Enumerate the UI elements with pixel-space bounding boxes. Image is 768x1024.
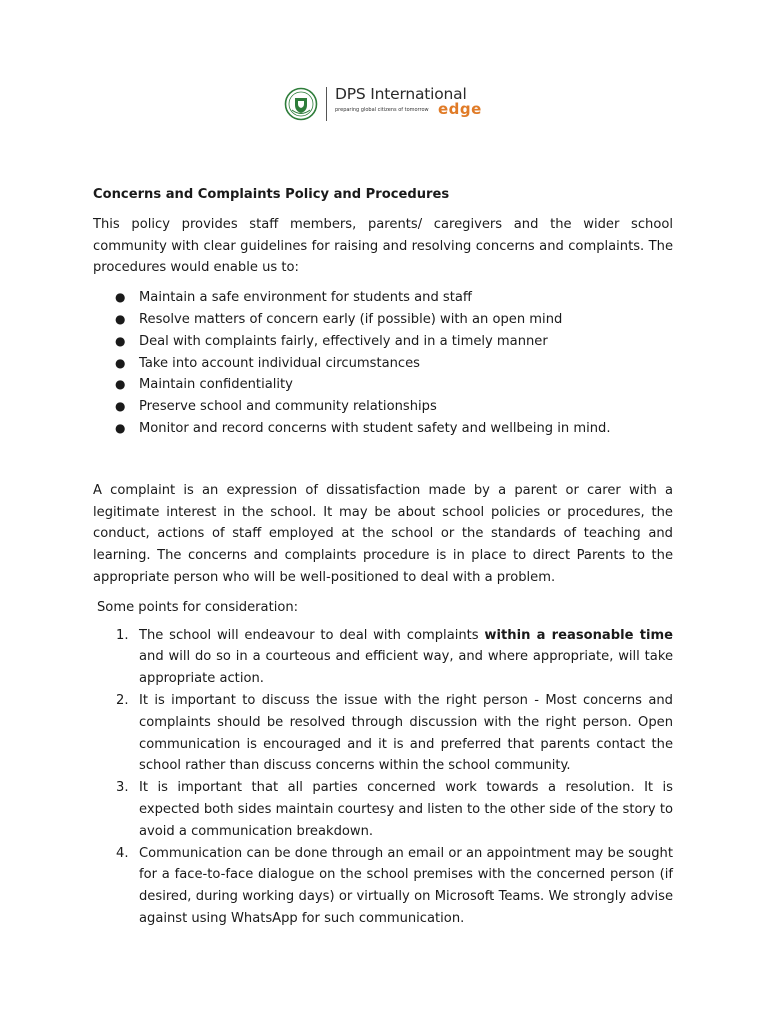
intro-paragraph: This policy provides staff members, parents/ caregivers and the wider school community with clear guidelines for raising and resolving concerns and complaints. The procedures would enable us to: [93, 216, 673, 276]
school-crest-icon [284, 86, 318, 122]
list-item [93, 353, 673, 375]
list-item-text: Monitor and record concerns with student safety and wellbeing in mind. [139, 420, 611, 436]
list-item [93, 287, 673, 309]
bullet-icon: ● [115, 333, 126, 348]
numbered-item [93, 777, 673, 842]
item-text: Communication can be done through an email or an appointment may be sought for a face-to-face dialogue on the school premises with the concerned person (if desired, during working days) or virtually on Microsoft Teams. We strongly advise against using WhatsApp for such communication. [139, 845, 673, 926]
list-item-text: Maintain confidentiality [139, 377, 293, 393]
numbered-item [93, 625, 673, 690]
list-item-text: Take into account individual circumstances [139, 355, 421, 371]
aims-list [93, 287, 673, 440]
numbered-item [93, 843, 673, 930]
item-number: 2. [116, 692, 129, 708]
numbered-item [93, 690, 673, 777]
logo-tagline: preparing global citizens of tomorrow [335, 107, 429, 113]
list-item [93, 331, 673, 353]
list-item [93, 418, 673, 440]
bullet-icon: ● [115, 377, 126, 392]
list-item-text: Resolve matters of concern early (if possible) with an open mind [139, 311, 563, 327]
item-number: 4. [116, 845, 129, 861]
item-text: The school will endeavour to deal with complaints [139, 627, 485, 643]
complaint-definition-paragraph: A complaint is an expression of dissatisfaction made by a parent or carer with a legitimate interest in the school. It may be about school policies or procedures, the conduct, actions of staff employed at the school or the standards of teaching and learning. The concerns and complaints procedure is in place to direct Parents to the appropriate person who will be well-positioned to deal with a problem. [93, 482, 673, 585]
bullet-icon: ● [115, 420, 126, 435]
item-text: It is important to discuss the issue with the right person - Most concerns and complaints should be resolved through discussion with the right person. Open communication is encouraged and it is and preferred that parents contact the school rather than discuss concerns within the school community. [139, 692, 673, 774]
list-item-text: Maintain a safe environment for students and staff [139, 290, 472, 306]
item-text: It is important that all parties concerned work towards a resolution. It is expected both sides maintain courtesy and listen to the other side of the story to avoid a communication breakdown. [139, 780, 673, 839]
list-item-text: Preserve school and community relationships [139, 399, 437, 415]
points-list [93, 625, 673, 930]
list-item [93, 396, 673, 418]
logo-wordmark [335, 86, 499, 122]
bullet-icon: ● [115, 399, 126, 414]
bullet-icon: ● [115, 311, 126, 326]
logo-divider [326, 87, 327, 121]
list-item [93, 309, 673, 331]
bullet-icon: ● [115, 290, 126, 305]
list-item [93, 374, 673, 396]
page-title: Concerns and Complaints Policy and Procedures [93, 187, 450, 202]
item-text: and will do so in a courteous and efficient way, and where appropriate, will take appropriate action. [139, 649, 673, 687]
emphasis-text: within a reasonable time [484, 627, 673, 643]
logo-edge: edge [438, 100, 482, 118]
document-body [93, 184, 673, 930]
points-heading: Some points for consideration: [97, 599, 299, 615]
list-item-text: Deal with complaints fairly, effectively and in a timely manner [139, 333, 548, 349]
school-logo [284, 86, 499, 122]
bullet-icon: ● [115, 355, 126, 370]
logo-name: DPS International [335, 85, 467, 103]
item-number: 3. [116, 780, 129, 796]
item-number: 1. [116, 627, 129, 643]
